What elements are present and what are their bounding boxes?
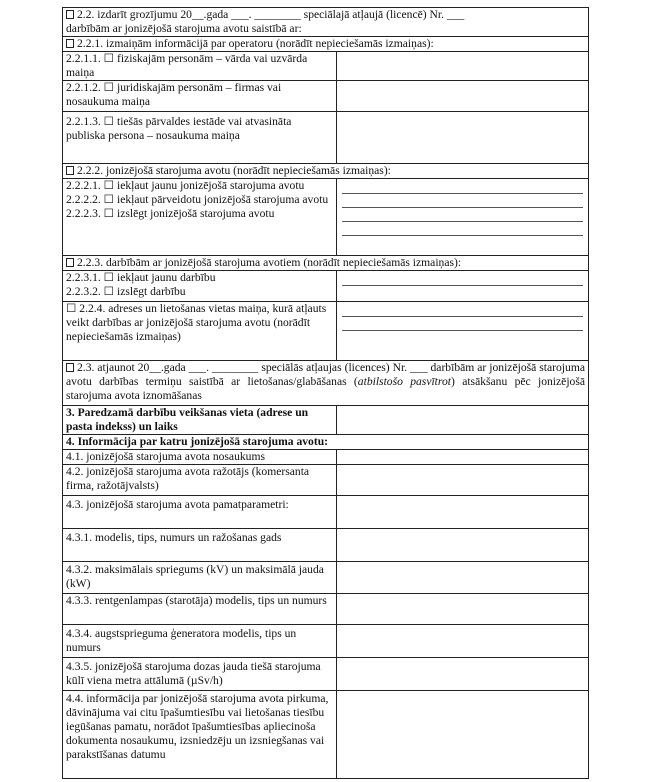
checkbox-2-3[interactable]	[66, 363, 74, 372]
answer-line[interactable]	[342, 275, 583, 286]
section-2-2-1-title: 2.2.1. izmaiņām informācijā par operatoru (norādīt nepieciešamās izmaiņas):	[77, 37, 434, 50]
row-2-2-4	[63, 302, 589, 361]
item-4-3-2-cell	[63, 562, 337, 594]
row-4-3-4	[63, 625, 589, 658]
answer-4-4[interactable]	[337, 691, 589, 779]
item-4-3-1-cell	[63, 529, 337, 562]
section-2-3-italic: atbilstošo pasvītrot	[357, 375, 452, 388]
section-2-2-1-title-cell	[63, 37, 589, 52]
item-4-4-cell	[63, 691, 337, 779]
answer-4-3-4[interactable]	[337, 625, 589, 658]
item-4-3: 4.3. jonizējošā starojuma avota pamatparametri:	[66, 498, 289, 511]
section-2-2-line2: darbībām ar jonizējošā starojuma avotu saistībā ar:	[66, 22, 302, 35]
item-2-2-1-2: 2.2.1.2. ☐ juridiskajām personām – firmas vai nosaukuma maiņa	[66, 81, 282, 108]
answer-2-2-1-2[interactable]	[337, 81, 589, 112]
section-2-2-2-items-cell	[63, 179, 337, 256]
row-4-3-5	[63, 658, 589, 691]
answer-line[interactable]	[342, 225, 583, 236]
row-4	[63, 435, 589, 450]
answer-4-3-3[interactable]	[337, 594, 589, 625]
row-2-2-2-items	[63, 179, 589, 256]
section-2-2-3-items-cell	[63, 271, 337, 302]
answer-4-1[interactable]	[337, 450, 589, 465]
section-2-2-3-title-cell	[63, 256, 589, 271]
item-2-2-3-1: 2.2.3.1. ☐ iekļaut jaunu darbību	[66, 271, 216, 284]
row-4-4	[63, 691, 589, 779]
answer-2-2-4[interactable]	[337, 302, 589, 361]
row-4-1	[63, 450, 589, 465]
item-4-2-cell	[63, 465, 337, 496]
answer-4-2[interactable]	[337, 465, 589, 496]
row-4-3	[63, 496, 589, 529]
answer-3[interactable]	[337, 406, 589, 435]
row-4-2	[63, 465, 589, 496]
answer-line[interactable]	[342, 306, 583, 317]
section-3-cell	[63, 406, 337, 435]
section-2-3-text-after: ) atsākšanu pēc jonizējošā starojuma avota iznomāšanas	[66, 375, 585, 402]
row-4-3-1	[63, 529, 589, 562]
checkbox-2-2-3[interactable]	[66, 258, 74, 267]
answer-2-2-2[interactable]	[337, 179, 589, 256]
answer-2-2-1-3[interactable]	[337, 112, 589, 164]
item-4-4: 4.4. informācija par jonizējošā starojuma avota pirkuma, dāvinājuma vai citu īpašumtiesību vai lietošanas tiesību iegūšanas pamatu, norādot īpašumtiesības apliecinoša dokumenta nosaukumu, izsniedzēju un izsniegšanas vai parakstīšanas datumu	[66, 692, 329, 761]
checkbox-2-2-2[interactable]	[66, 166, 74, 175]
section-4-title-cell	[63, 435, 589, 450]
answer-line[interactable]	[342, 211, 583, 222]
row-2-2-3-items	[63, 271, 589, 302]
answer-line[interactable]	[342, 197, 583, 208]
item-4-3-3: 4.3.3. rentgenlampas (starotāja) modelis, tips un numurs	[66, 594, 327, 607]
item-4-3-4-cell	[63, 625, 337, 658]
item-4-3-3-cell	[63, 594, 337, 625]
checkbox-2-2[interactable]	[66, 10, 74, 19]
item-2-2-1-3: 2.2.1.3. ☐ tiešās pārvaldes iestāde vai atvasināta publiska persona – nosaukuma maiņa	[66, 115, 292, 142]
item-2-2-3-2: 2.2.3.2. ☐ izslēgt darbību	[66, 285, 186, 298]
item-4-2: 4.2. jonizējošā starojuma avota ražotājs (komersanta firma, ražotājvalsts)	[66, 465, 310, 492]
item-4-3-4: 4.3.4. augstsprieguma ģeneratora modelis, tips un numurs	[66, 627, 297, 654]
section-4-title: 4. Informācija par katru jonizējošā starojuma avotu:	[66, 435, 329, 448]
row-2-2-1-3	[63, 112, 589, 164]
item-2-2-1-1: 2.2.1.1. ☐ fiziskajām personām – vārda vai uzvārda maiņa	[66, 52, 308, 79]
form-table	[62, 7, 589, 779]
section-2-2-3-title: 2.2.3. darbībām ar jonizējošā starojuma avotiem (norādīt nepieciešamās izmaiņas):	[77, 256, 462, 269]
section-2-2-4-text: ☐ 2.2.4. adreses un lietošanas vietas maiņa, kurā atļauts veikt darbības ar jonizējošā starojuma avotu (norādīt nepieciešamās izmaiņas)	[66, 302, 327, 343]
item-4-3-cell	[63, 496, 337, 529]
answer-4-3-2[interactable]	[337, 562, 589, 594]
item-2-2-1-1-cell	[63, 52, 337, 81]
row-2-2-1-1	[63, 52, 589, 81]
section-2-2-cell	[63, 8, 589, 37]
row-4-3-3	[63, 594, 589, 625]
item-2-2-1-2-cell	[63, 81, 337, 112]
section-2-2-4-cell	[63, 302, 337, 361]
section-2-3-cell	[63, 361, 589, 406]
answer-2-2-3[interactable]	[337, 271, 589, 302]
item-2-2-1-3-cell	[63, 112, 337, 164]
row-2-3	[63, 361, 589, 406]
answer-4-3-5[interactable]	[337, 658, 589, 691]
item-4-3-5: 4.3.5. jonizējošā starojuma dozas jauda tiešā starojuma kūlī viena metra attālumā (µSv/h)	[66, 660, 321, 687]
answer-4-3[interactable]	[337, 496, 589, 529]
item-2-2-2-2: 2.2.2.2. ☐ iekļaut pārveidotu jonizējošā starojuma avotu	[66, 193, 329, 206]
answer-line[interactable]	[342, 183, 583, 194]
answer-line[interactable]	[342, 320, 583, 331]
section-2-2-2-title: 2.2.2. jonizējošā starojuma avotu (norādīt nepieciešamās izmaiņas):	[77, 164, 391, 177]
section-2-2-2-title-cell	[63, 164, 589, 179]
row-4-3-2	[63, 562, 589, 594]
item-4-1: 4.1. jonizējošā starojuma avota nosaukums	[66, 450, 265, 463]
answer-2-2-1-1[interactable]	[337, 52, 589, 81]
answer-4-3-1[interactable]	[337, 529, 589, 562]
section-2-3-text-before: 2.3. atjaunot 20__.gada ___. ________ speciālās atļaujas (licences) Nr. ___ darbībām ar jonizējošā starojuma avotu darbības termiņu saistībā ar lietošanas/glabāšanas (	[66, 361, 585, 388]
item-4-3-1: 4.3.1. modelis, tips, numurs un ražošanas gads	[66, 531, 282, 544]
section-2-2-line1: 2.2. izdarīt grozījumu 20__.gada ___. ________ speciālajā atļaujā (licencē) Nr. ___	[77, 8, 465, 21]
item-2-2-2-3: 2.2.2.3. ☐ izslēgt jonizējošā starojuma avotu	[66, 207, 275, 220]
row-2-2	[63, 8, 589, 37]
row-3	[63, 406, 589, 435]
item-4-3-5-cell	[63, 658, 337, 691]
item-4-3-2: 4.3.2. maksimālais spriegums (kV) un maksimālā jauda (kW)	[66, 563, 324, 590]
row-2-2-1	[63, 37, 589, 52]
item-4-1-cell	[63, 450, 337, 465]
checkbox-2-2-1[interactable]	[66, 39, 74, 48]
row-2-2-2	[63, 164, 589, 179]
application-form	[62, 7, 588, 779]
item-2-2-2-1: 2.2.2.1. ☐ iekļaut jaunu jonizējošā starojuma avotu	[66, 179, 305, 192]
section-3-label: 3. Paredzamā darbību veikšanas vieta (adrese un pasta indekss) un laiks	[66, 406, 309, 433]
row-2-2-3	[63, 256, 589, 271]
row-2-2-1-2	[63, 81, 589, 112]
